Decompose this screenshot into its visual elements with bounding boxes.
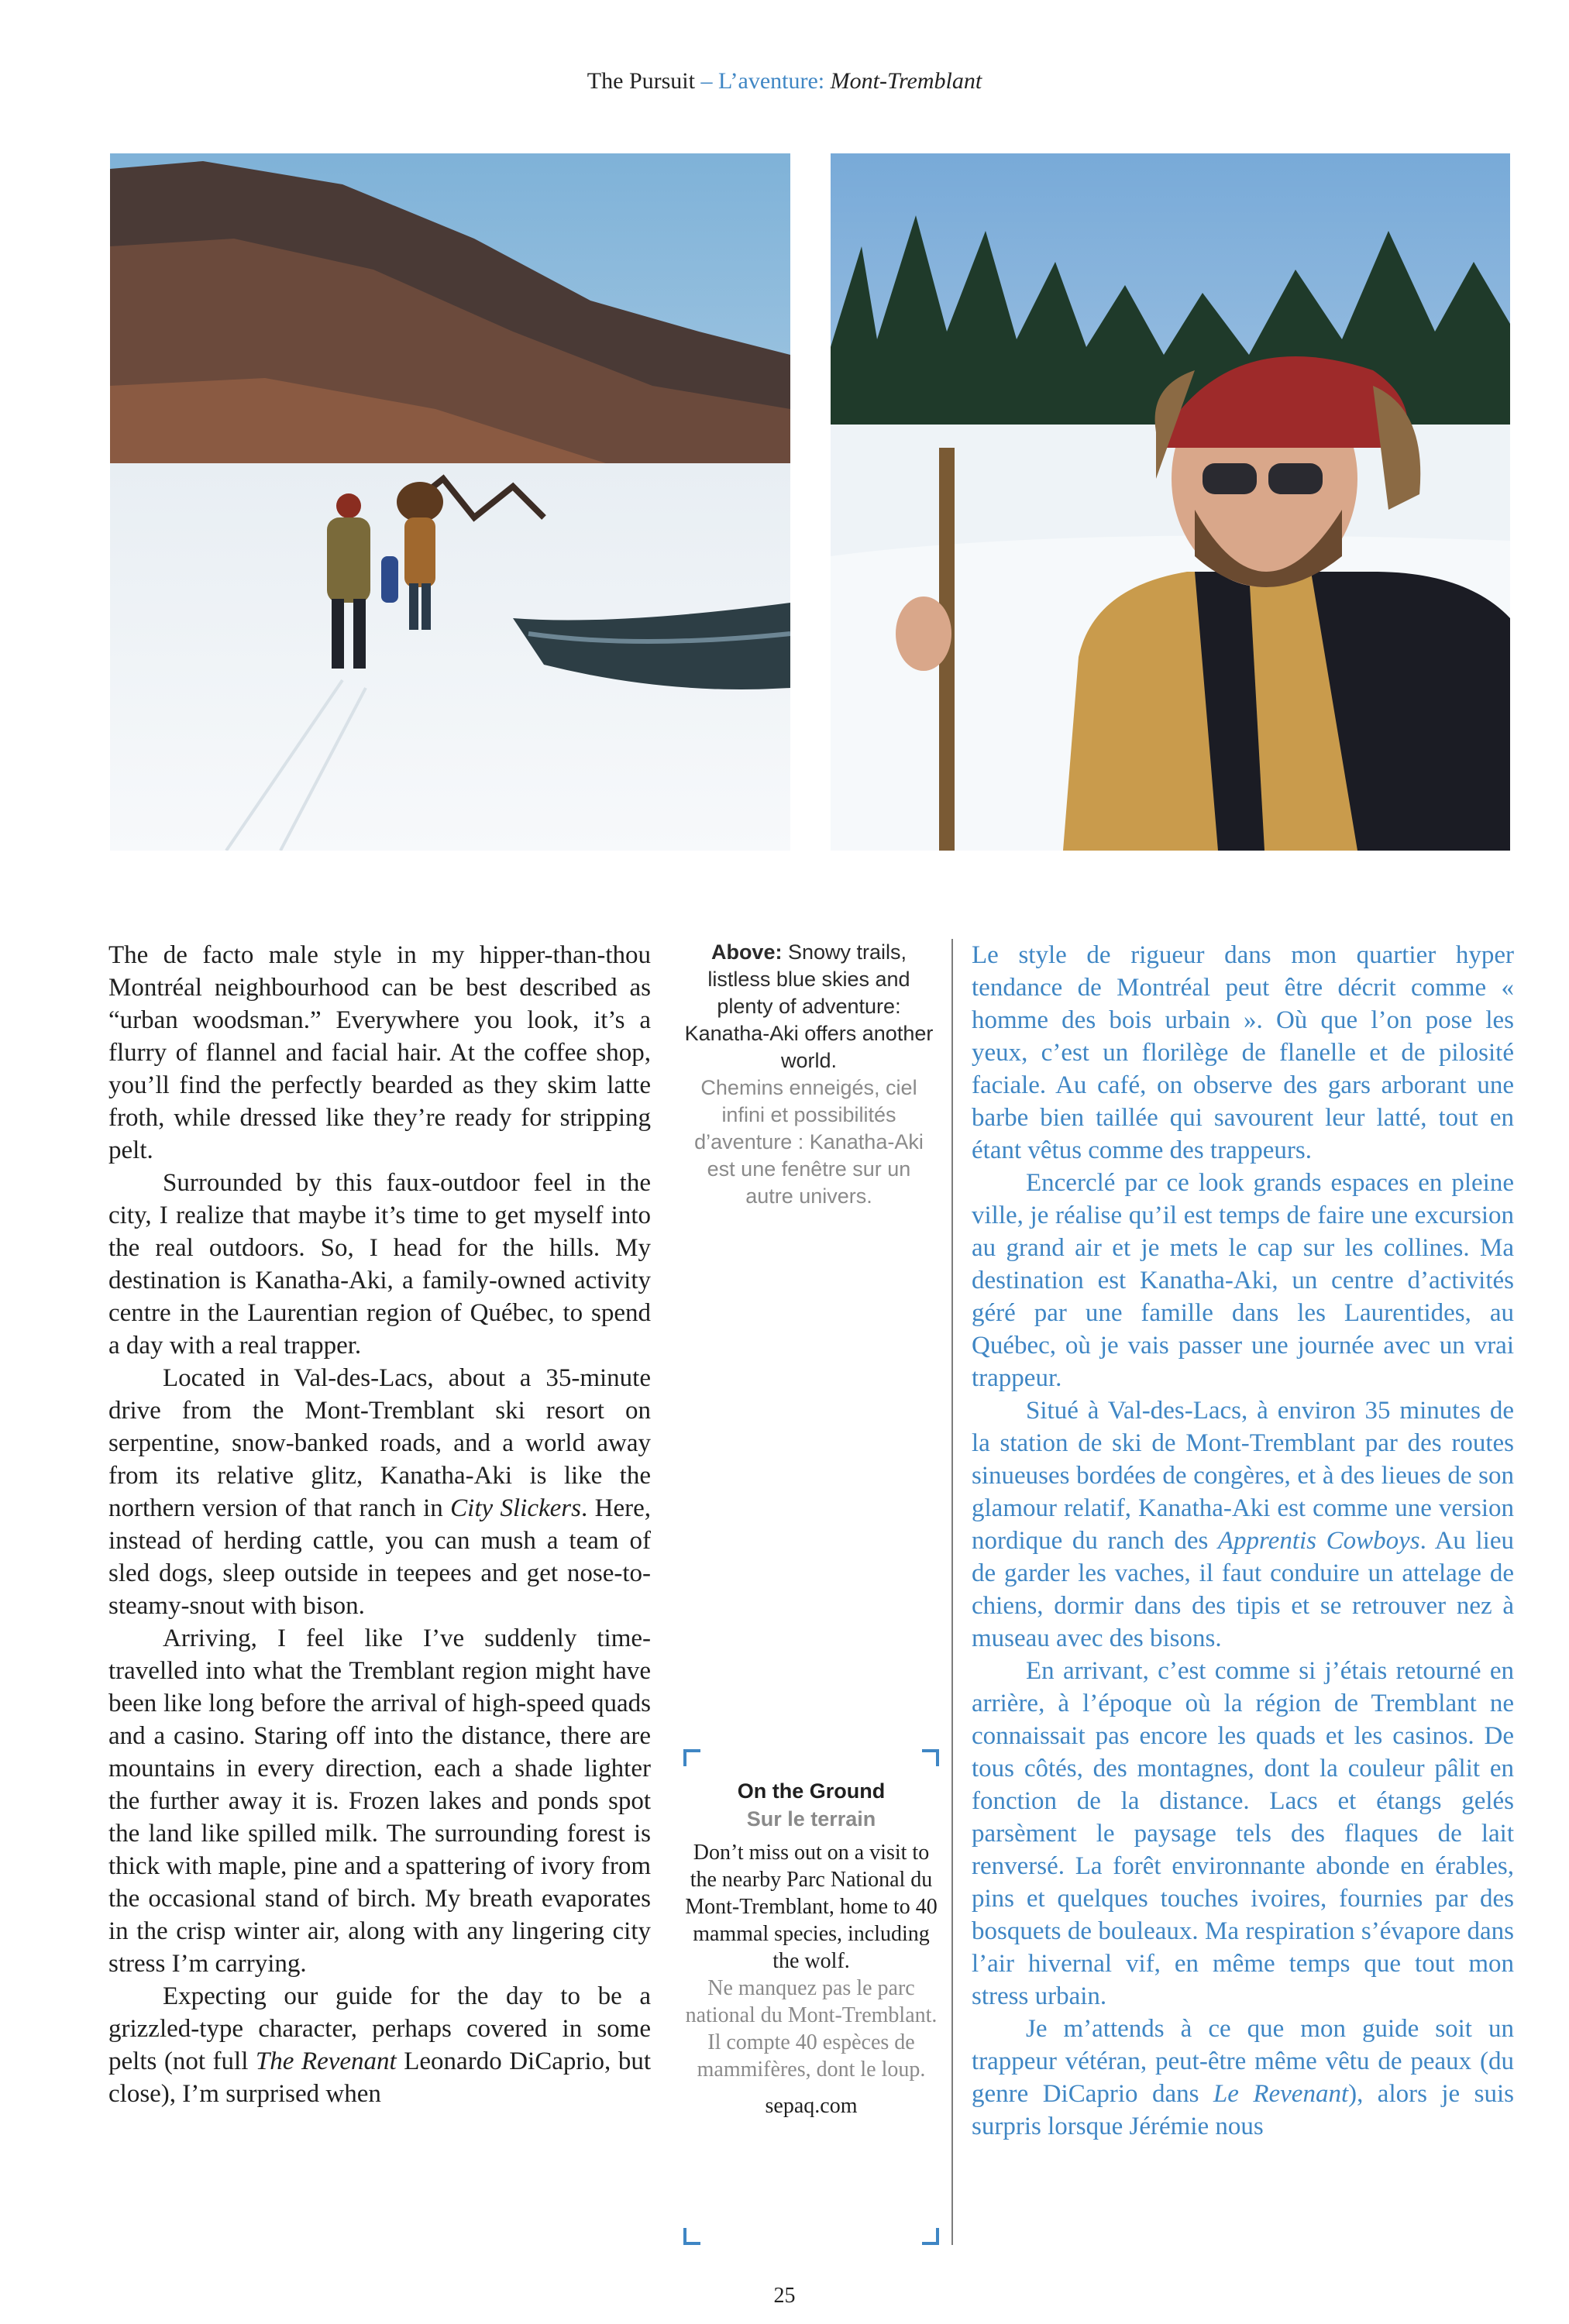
caption-french: Chemins enneigés, ciel infini et possibilités d’aventure : Kanatha-Aki est une fenêtre sur un autre univers.: [694, 1076, 924, 1208]
fr-paragraph-5: Je m’attends à ce que mon guide soit un trappeur vétéran, peut-être même vêtu de peaux (du genre DiCaprio dans Le Revenant), alors je suis surpris lorsque Jérémie nous: [972, 2015, 1514, 2140]
film-title: Apprentis Cowboys: [1217, 1527, 1420, 1555]
film-title: City Slickers: [450, 1494, 581, 1522]
corner-mark: [683, 2228, 700, 2245]
box-title: On the Ground: [737, 1779, 886, 1803]
article-text-english: [108, 939, 651, 2110]
caption-english: Above: Snowy trails, listless blue skies and plenty of adventure: Kanatha-Aki offers another world.: [684, 940, 934, 1072]
en-paragraph-3: Located in Val-des-Lacs, about a 35-minute drive from the Mont-Tremblant ski resort on serpentine, snow-banked roads, and a world away from its relative glitz, Kanatha-Aki is like the northern version of that ranch in City Slickers. Here, instead of herding cattle, you can mush a team of sled dogs, sleep outside in teepees and get nose-to-steamy-snout with bison.: [108, 1364, 651, 1620]
photo-snowy-trail: [110, 153, 790, 851]
box-website: sepaq.com: [765, 2094, 858, 2118]
fr-paragraph-1: Le style de rigueur dans mon quartier hyper tendance de Montréal peut être décrit comme « homme des bois urbain ». Où que l’on pose les yeux, c’est un florilège de flanelle et de pilosité faciale. Au café, on observe des gars arborant une barbe bien taillée qui savourent leur latté, tout en étant vêtus comme des trappeurs.: [972, 941, 1514, 1164]
film-title: Le Revenant: [1213, 2080, 1349, 2108]
on-the-ground-box: [683, 1749, 939, 2245]
photo-trapper-portrait: [831, 153, 1510, 851]
header-separator: –: [694, 68, 718, 94]
photo-caption: [682, 939, 936, 1210]
fr-paragraph-3: Situé à Val-des-Lacs, à environ 35 minutes de la station de ski de Mont-Tremblant par des routes sinueuses bordées de congères, et à des lieues de son glamour relatif, Kanatha-Aki est comme une version nordique du ranch des Apprentis Cowboys. Au lieu de garder les vaches, il faut conduire un attelage de chiens, dormir dans des tipis et se retrouver nez à museau avec des bisons.: [972, 1397, 1514, 1652]
corner-mark: [922, 1749, 939, 1766]
en-paragraph-1: The de facto male style in my hipper-than-thou Montréal neighbourhood can be best described as “urban woodsman.” Everywhere you look, it’s a flurry of flannel and facial hair. At the coffee shop, you’ll find the perfectly bearded as they skim latte froth, while dressed like they’re ready for stripping pelt.: [108, 941, 651, 1164]
corner-mark: [683, 1749, 700, 1766]
fr-paragraph-2: Encerclé par ce look grands espaces en pleine ville, je réalise qu’il est temps de faire une excursion au grand air et je mets le cap sur les collines. Ma destination est Kanatha-Aki, un centre d’activités géré par une famille dans les Laurentides, au Québec, où je vais passer une journée avec un vrai trappeur.: [972, 1169, 1514, 1392]
article-text-french: [972, 939, 1514, 2143]
en-paragraph-2: Surrounded by this faux-outdoor feel in the city, I realize that maybe it’s time to get myself into the real outdoors. So, I head for the hills. My destination is Kanatha-Aki, a family-owned activity centre in the Laurentian region of Québec, to spend a day with a real trapper.: [108, 1169, 651, 1360]
section-name-fr: L’aventure:: [717, 68, 825, 94]
corner-mark: [922, 2228, 939, 2245]
box-text-french: Ne manquez pas le parc national du Mont-Tremblant. Il compte 40 espèces de mammifères, dont le loup.: [685, 1976, 938, 2082]
fr-paragraph-4: En arrivant, c’est comme si j’étais retourné en arrière, à l’époque où la région de Tremblant ne connaissait pas encore les quads et les casinos. De tous côtés, des montagnes, dont la couleur pâlit en fonction de la distance. Lacs et étangs gelés parsèment le paysage tels des flaques de lait renversé. La forêt environnante abonde en érables, pins et quelques touches ivoires, fournies par des bosquets de bouleaux. Ma respiration s’évapore dans l’air hivernal vif, en même temps que tout mon stress urbain.: [972, 1657, 1514, 2010]
destination-name: Mont-Tremblant: [830, 68, 982, 94]
en-paragraph-5: Expecting our guide for the day to be a grizzled-type character, perhaps covered in some pelts (not full The Revenant Leonardo DiCaprio, but close), I’m surprised when: [108, 1982, 651, 2108]
box-subtitle: Sur le terrain: [746, 1807, 876, 1831]
box-text-english: Don’t miss out on a visit to the nearby Parc National du Mont-Tremblant, home to 40 mammal species, including the wolf.: [685, 1841, 938, 1973]
page-number: 25: [773, 2284, 796, 2308]
column-divider: [951, 939, 953, 2245]
caption-label: Above:: [711, 940, 783, 964]
section-name: The Pursuit: [587, 68, 695, 94]
en-paragraph-4: Arriving, I feel like I’ve suddenly time-travelled into what the Tremblant region might have been like long before the arrival of high-speed quads and a casino. Staring off into the distance, there are mountains in every direction, each a shade lighter the further away it is. Frozen lakes and ponds spot the land like spilled milk. The surrounding forest is thick with maple, pine and a spattering of ivory from the occasional stand of birch. My breath evaporates in the crisp winter air, along with any lingering city stress I’m carrying.: [108, 1624, 651, 1978]
running-head: [0, 68, 1569, 95]
film-title: The Revenant: [255, 2047, 397, 2075]
